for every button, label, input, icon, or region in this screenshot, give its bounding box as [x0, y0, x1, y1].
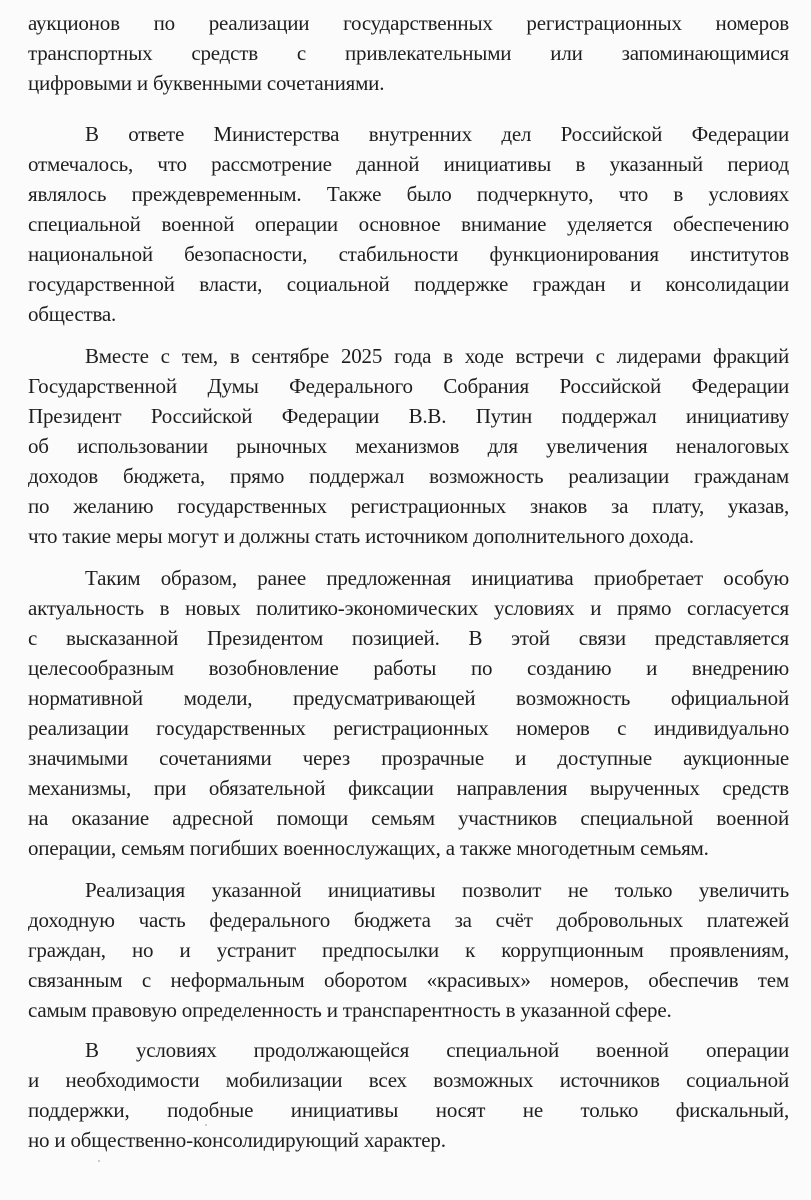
text-line: являлось преждевременным. Также было подчеркнуто, что в условиях [28, 182, 789, 206]
text-line: актуальность в новых политико-экономических условиях и прямо согласуется [28, 596, 789, 620]
text-line: операции, семьям погибших военнослужащих, а также многодетным семьям. [28, 836, 709, 860]
paragraph-auction-numbers [28, 8, 789, 98]
text-line: Вместе с тем, в сентябре 2025 года в ходе встречи с лидерами фракций [85, 344, 789, 368]
text-line: реализации государственных регистрационных номеров с индивидуально [28, 716, 789, 740]
scan-artifact [205, 1124, 207, 1126]
text-line: Таким образом, ранее предложенная инициатива приобретает особую [85, 566, 789, 590]
text-line: общества. [28, 302, 117, 326]
text-line: самым правовую определенность и транспарентность в указанной сфере. [28, 998, 672, 1022]
paragraph-president-support [28, 341, 789, 551]
text-line: доходов бюджета, прямо поддержал возможность реализации гражданам [28, 464, 789, 488]
text-line: Президент Российской Федерации В.В. Путин поддержал инициативу [28, 404, 789, 428]
paragraph-implementation-benefits [28, 875, 789, 1025]
text-line: Реализация указанной инициативы позволит не только увеличить [85, 878, 789, 902]
text-line: национальной безопасности, стабильности функционирования институтов [28, 242, 789, 266]
text-line: целесообразным возобновление работы по созданию и внедрению [28, 656, 789, 680]
text-line: на оказание адресной помощи семьям участников специальной военной [28, 806, 789, 830]
text-line: механизмы, при обязательной фиксации направления вырученных средств [28, 776, 789, 800]
text-line: государственной власти, социальной поддержке граждан и консолидации [28, 272, 789, 296]
text-line: цифровыми и буквенными сочетаниями. [28, 71, 385, 95]
text-line: что такие меры могут и должны стать источником дополнительного дохода. [28, 524, 694, 548]
text-line: но и общественно-консолидирующий характер. [28, 1128, 446, 1152]
text-line: поддержки, подобные инициативы носят не только фискальный, [28, 1098, 789, 1122]
text-line: аукционов по реализации государственных регистрационных номеров [28, 11, 789, 35]
text-line: В условиях продолжающейся специальной военной операции [85, 1038, 789, 1062]
text-line: Государственной Думы Федерального Собрания Российской Федерации [28, 374, 789, 398]
text-line: транспортных средств с привлекательными или запоминающимися [28, 41, 789, 65]
text-line: нормативной модели, предусматривающей возможность официальной [28, 686, 789, 710]
text-line: специальной военной операции основное внимание уделяется обеспечению [28, 212, 789, 236]
text-line: об использовании рыночных механизмов для увеличения неналоговых [28, 434, 789, 458]
paragraph-initiative-relevance [28, 563, 789, 863]
text-line: отмечалось, что рассмотрение данной инициативы в указанный период [28, 152, 789, 176]
text-line: и необходимости мобилизации всех возможных источников социальной [28, 1068, 789, 1092]
text-line: В ответе Министерства внутренних дел Российской Федерации [85, 122, 789, 146]
text-line: связанным с неформальным оборотом «красивых» номеров, обеспечив тем [28, 968, 789, 992]
text-line: по желанию государственных регистрационных знаков за плату, указав, [28, 494, 789, 518]
paragraph-ministry-response [28, 119, 789, 329]
text-line: значимыми сочетаниями через прозрачные и доступные аукционные [28, 746, 789, 770]
paragraph-conclusion [28, 1035, 789, 1155]
text-line: граждан, но и устранит предпосылки к коррупционным проявлениям, [28, 938, 789, 962]
scan-artifact [98, 1160, 100, 1162]
text-line: с высказанной Президентом позицией. В этой связи представляется [28, 626, 789, 650]
text-line: доходную часть федерального бюджета за счёт добровольных платежей [28, 908, 789, 932]
